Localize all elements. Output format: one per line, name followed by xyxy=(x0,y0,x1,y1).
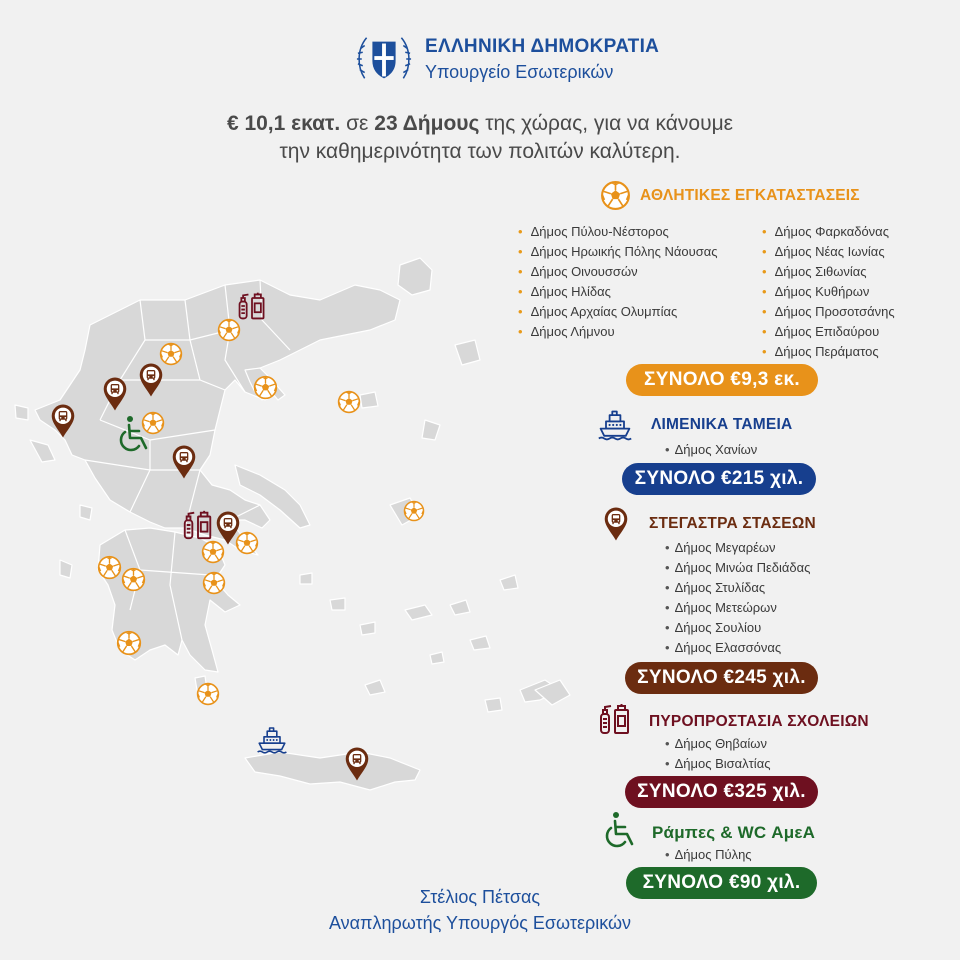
municipality-item: • Δήμος Ελασσόνας xyxy=(665,638,810,658)
football-icon xyxy=(118,632,141,655)
shelters-title: ΣΤΕΓΑΣΤΡΑ ΣΤΑΣΕΩΝ xyxy=(649,515,816,532)
football-icon xyxy=(203,542,224,563)
signature-name: Στέλιος Πέτσας xyxy=(419,887,541,907)
ministry-title: Υπουργείο Εσωτερικών xyxy=(425,62,614,82)
municipality-item: • Δήμος Σουλίου xyxy=(665,618,810,638)
football-icon xyxy=(339,392,360,413)
municipality-item: • Δήμος Βισαλτίας xyxy=(665,754,770,774)
headline-line1 xyxy=(100,110,860,138)
sports-total-badge: ΣΥΝΟΛΟ €9,3 εκ. xyxy=(626,364,818,396)
headline-text: της χώρας, για να κάνουμε xyxy=(479,112,734,135)
municipality-item: • Δήμος Οινουσσών xyxy=(518,262,718,282)
municipality-item: • Δήμος Ηλίδας xyxy=(518,282,718,302)
ramps-title: Ράμπες & WC ΑμεΑ xyxy=(652,823,816,842)
ship-icon xyxy=(597,408,633,442)
bus-stop-pin-icon xyxy=(603,506,629,542)
football-icon xyxy=(204,573,225,594)
fire-title: ΠΥΡΟΠΡΟΣΤΑΣΙΑ ΣΧΟΛΕΙΩΝ xyxy=(649,713,869,730)
headline-municipalities: 23 Δήμους xyxy=(374,112,480,135)
ramps-list xyxy=(665,845,752,865)
football-icon xyxy=(99,557,121,579)
headline-line2: την καθημερινότητα των πολιτών καλύτερη. xyxy=(279,140,681,163)
fire-total-badge: ΣΥΝΟΛΟ €325 χιλ. xyxy=(625,776,818,808)
ports-list xyxy=(665,440,757,460)
football-icon xyxy=(143,413,164,434)
municipality-item: • Δήμος Μεγαρέων xyxy=(665,538,810,558)
fire-list xyxy=(665,734,770,774)
sports-section-header xyxy=(600,180,930,210)
municipality-item: • Δήμος Χανίων xyxy=(665,440,757,460)
ramps-total-badge: ΣΥΝΟΛΟ €90 χιλ. xyxy=(626,867,817,899)
sports-title: ΑΘΛΗΤΙΚΕΣ ΕΓΚΑΤΑΣΤΑΣΕΙΣ xyxy=(640,187,860,204)
municipality-item: • Δήμος Στυλίδας xyxy=(665,578,810,598)
headline-text: σε xyxy=(340,112,375,135)
government-title: ΕΛΛΗΝΙΚΗ ΔΗΜΟΚΡΑΤΙΑ xyxy=(425,36,660,57)
football-icon xyxy=(255,377,277,399)
municipality-item: • Δήμος Φαρκαδόνας xyxy=(762,222,895,242)
municipality-item: • Δήμος Αρχαίας Ολυμπίας xyxy=(518,302,718,322)
municipality-item: • Δήμος Περάματος xyxy=(762,342,895,362)
football-icon xyxy=(198,684,219,705)
sports-list-col2 xyxy=(762,222,895,362)
municipality-item: • Δήμος Θηβαίων xyxy=(665,734,770,754)
football-icon xyxy=(123,569,145,591)
football-icon xyxy=(404,501,423,520)
municipality-item: • Δήμος Κυθήρων xyxy=(762,282,895,302)
fire-extinguisher-icon xyxy=(597,702,633,736)
municipality-item: • Δήμος Πύλου-Νέστορος xyxy=(518,222,718,242)
shelters-total-badge: ΣΥΝΟΛΟ €245 χιλ. xyxy=(625,662,818,694)
football-icon xyxy=(161,344,182,365)
signature-role: Αναπληρωτής Υπουργός Εσωτερικών xyxy=(328,913,632,933)
municipality-item: • Δήμος Μετεώρων xyxy=(665,598,810,618)
greece-map xyxy=(0,240,590,810)
municipality-item: • Δήμος Λήμνου xyxy=(518,322,718,342)
football-icon xyxy=(219,320,240,341)
football-icon xyxy=(237,533,258,554)
municipality-item: • Δήμος Προσοτσάνης xyxy=(762,302,895,322)
ports-title: ΛΙΜΕΝΙΚΑ ΤΑΜΕΙΑ xyxy=(651,416,793,433)
header xyxy=(355,30,685,90)
municipality-item: • Δήμος Επιδαύρου xyxy=(762,322,895,342)
greek-coat-of-arms-icon xyxy=(355,30,413,88)
municipality-item: • Δήμος Πύλης xyxy=(665,845,752,865)
headline-amount: € 10,1 εκατ. xyxy=(226,112,341,135)
municipality-item: • Δήμος Μινώα Πεδιάδας xyxy=(665,558,810,578)
shelters-list xyxy=(665,538,810,658)
ports-total-badge: ΣΥΝΟΛΟ €215 χιλ. xyxy=(622,463,816,495)
municipality-item: • Δήμος Σιθωνίας xyxy=(762,262,895,282)
sports-list-col1 xyxy=(518,222,718,342)
ship-icon xyxy=(258,728,287,753)
wheelchair-icon xyxy=(603,810,639,850)
municipality-item: • Δήμος Ηρωικής Πόλης Νάουσας xyxy=(518,242,718,262)
football-icon xyxy=(600,180,631,211)
headline xyxy=(100,110,860,166)
municipality-item: • Δήμος Νέας Ιωνίας xyxy=(762,242,895,262)
